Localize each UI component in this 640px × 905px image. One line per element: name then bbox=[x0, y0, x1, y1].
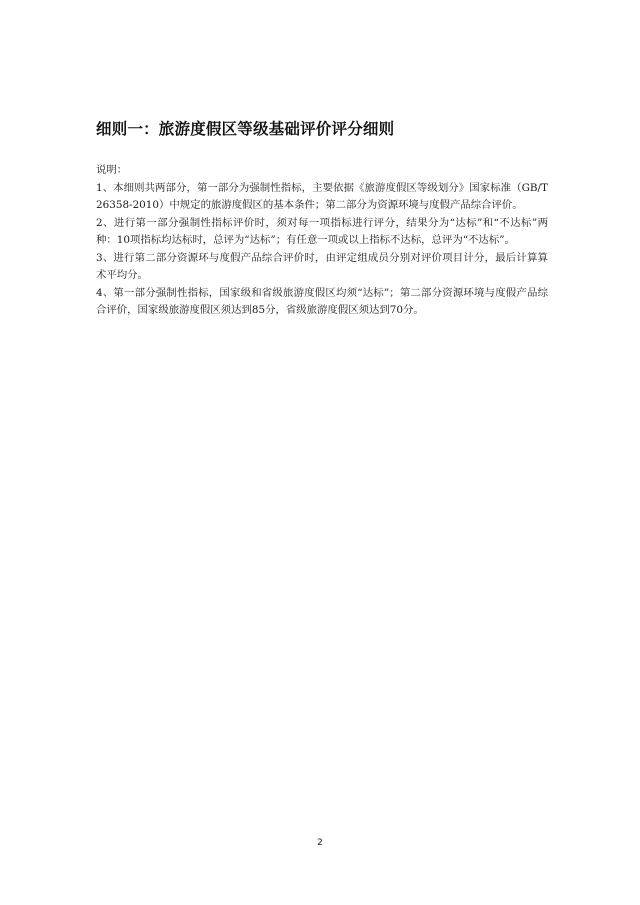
paragraph-item-2: 2、进行第一部分强制性指标评价时，须对每一项指标进行评分，结果分为“达标”和“不达标”两种：10项指标均达标时，总评为“达标”；有任意一项或以上指标不达标，总评为“不达标”。 bbox=[96, 216, 548, 246]
paragraph-item-1: 1、本细则共两部分，第一部分为强制性指标，主要依据《旅游度假区等级划分》国家标准（GB/T26358-2010）中规定的旅游度假区的基本条件；第二部分为资源环境与度假产品综合评价。 bbox=[96, 181, 548, 211]
page-number: 2 bbox=[317, 838, 323, 848]
document-body bbox=[96, 162, 548, 320]
intro-label: 说明： bbox=[96, 164, 128, 176]
page-title: 细则一：旅游度假区等级基础评价评分细则 bbox=[96, 120, 395, 138]
paragraph-item-3: 3、进行第二部分资源环与度假产品综合评价时，由评定组成员分别对评价项目计分，最后计算算术平均分。 bbox=[96, 251, 548, 281]
paragraph-item-4: 4、第一部分强制性指标，国家级和省级旅游度假区均须“达标”；第二部分资源环境与度假产品综合评价，国家级旅游度假区须达到85分，省级旅游度假区须达到70分。 bbox=[96, 286, 548, 316]
